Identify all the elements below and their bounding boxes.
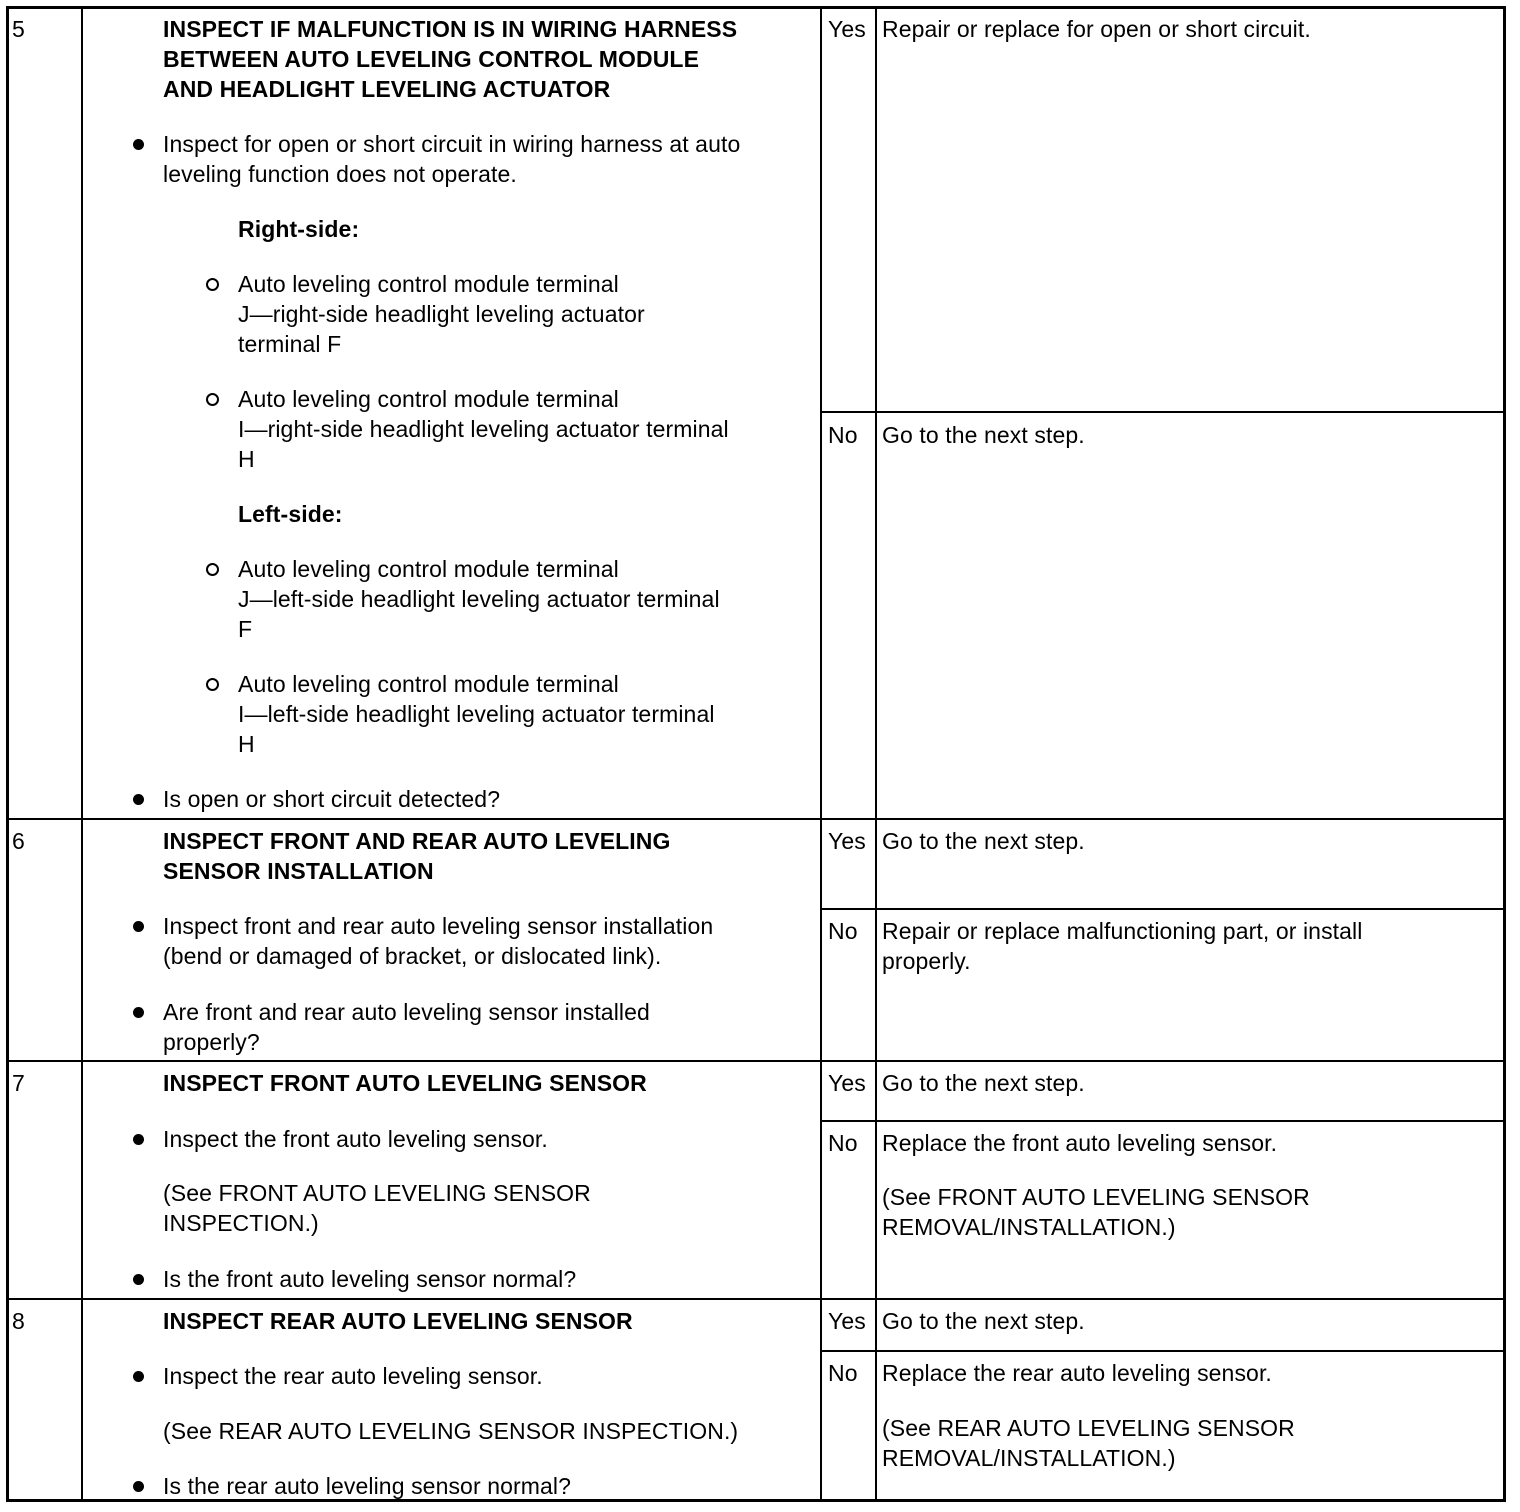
step-title: INSPECT IF MALFUNCTION IS IN WIRING HARNESS BETWEEN AUTO LEVELING CONTROL MODULE AND HEADLIGHT LEVELING ACTUATOR <box>163 16 738 102</box>
instruction-text: Inspect for open or short circuit in wiring harness at auto leveling function does not operate. <box>163 131 741 187</box>
terminal-check-item: Auto leveling control module terminal I—right-side headlight leveling actuator terminal H <box>238 386 729 472</box>
row-divider <box>6 818 1506 820</box>
column-divider-action <box>820 6 822 1502</box>
question-text: Is open or short circuit detected? <box>163 786 501 812</box>
yes-action: Repair or replace for open or short circuit. <box>882 16 1311 42</box>
yes-label: Yes <box>828 16 866 42</box>
step-number: 7 <box>12 1070 25 1096</box>
right-side-heading: Right-side: <box>238 216 360 242</box>
yes-label: Yes <box>828 828 866 854</box>
yes-action: Go to the next step. <box>882 1308 1085 1334</box>
circle-bullet-icon <box>206 278 219 291</box>
step-number: 8 <box>12 1308 25 1334</box>
question-text: Is the front auto leveling sensor normal? <box>163 1266 577 1292</box>
bullet-icon <box>133 139 144 150</box>
step-number: 6 <box>12 828 25 854</box>
bullet-icon <box>133 1007 144 1018</box>
column-divider-result <box>875 6 877 1502</box>
row-divider <box>6 1060 1506 1062</box>
no-action: Replace the rear auto leveling sensor. <box>882 1360 1272 1386</box>
step-title: INSPECT REAR AUTO LEVELING SENSOR <box>163 1308 633 1334</box>
no-label: No <box>828 1360 858 1386</box>
terminal-check-item: Auto leveling control module terminal J—right-side headlight leveling actuator terminal F <box>238 271 645 357</box>
yes-no-divider <box>820 1120 1506 1122</box>
bullet-icon <box>133 921 144 932</box>
instruction-text: Inspect the rear auto leveling sensor. <box>163 1363 543 1389</box>
bullet-icon <box>133 794 144 805</box>
circle-bullet-icon <box>206 393 219 406</box>
step-title: INSPECT FRONT AUTO LEVELING SENSOR <box>163 1070 647 1096</box>
row-divider <box>6 1298 1506 1300</box>
reference-text: (See REAR AUTO LEVELING SENSOR INSPECTION.) <box>163 1418 739 1444</box>
circle-bullet-icon <box>206 678 219 691</box>
terminal-check-item: Auto leveling control module terminal J—left-side headlight leveling actuator terminal F <box>238 556 720 642</box>
bullet-icon <box>133 1371 144 1382</box>
yes-action: Go to the next step. <box>882 828 1085 854</box>
no-action: Replace the front auto leveling sensor. <box>882 1130 1278 1156</box>
instruction-text: Inspect the front auto leveling sensor. <box>163 1126 548 1152</box>
yes-label: Yes <box>828 1070 866 1096</box>
step-number: 5 <box>12 16 25 42</box>
no-reference-text: (See REAR AUTO LEVELING SENSOR REMOVAL/INSTALLATION.) <box>882 1415 1295 1471</box>
no-label: No <box>828 1130 858 1156</box>
yes-label: Yes <box>828 1308 866 1334</box>
reference-text: (See FRONT AUTO LEVELING SENSOR INSPECTION.) <box>163 1180 591 1236</box>
yes-no-divider <box>820 411 1506 413</box>
no-label: No <box>828 422 858 448</box>
bullet-icon <box>133 1481 144 1492</box>
bullet-icon <box>133 1274 144 1285</box>
question-text: Is the rear auto leveling sensor normal? <box>163 1473 571 1499</box>
instruction-text: Inspect front and rear auto leveling sensor installation (bend or damaged of bracket, or dislocated link). <box>163 913 714 969</box>
yes-no-divider <box>820 1350 1506 1352</box>
left-side-heading: Left-side: <box>238 501 343 527</box>
yes-action: Go to the next step. <box>882 1070 1085 1096</box>
column-divider-step <box>81 6 83 1502</box>
no-label: No <box>828 918 858 944</box>
question-text: Are front and rear auto leveling sensor installed properly? <box>163 999 650 1055</box>
no-action: Repair or replace malfunctioning part, or install properly. <box>882 918 1363 974</box>
terminal-check-item: Auto leveling control module terminal I—left-side headlight leveling actuator terminal H <box>238 671 715 757</box>
circle-bullet-icon <box>206 563 219 576</box>
yes-no-divider <box>820 908 1506 910</box>
step-title: INSPECT FRONT AND REAR AUTO LEVELING SENSOR INSTALLATION <box>163 828 671 884</box>
no-reference-text: (See FRONT AUTO LEVELING SENSOR REMOVAL/INSTALLATION.) <box>882 1184 1310 1240</box>
no-action: Go to the next step. <box>882 422 1085 448</box>
bullet-icon <box>133 1134 144 1145</box>
